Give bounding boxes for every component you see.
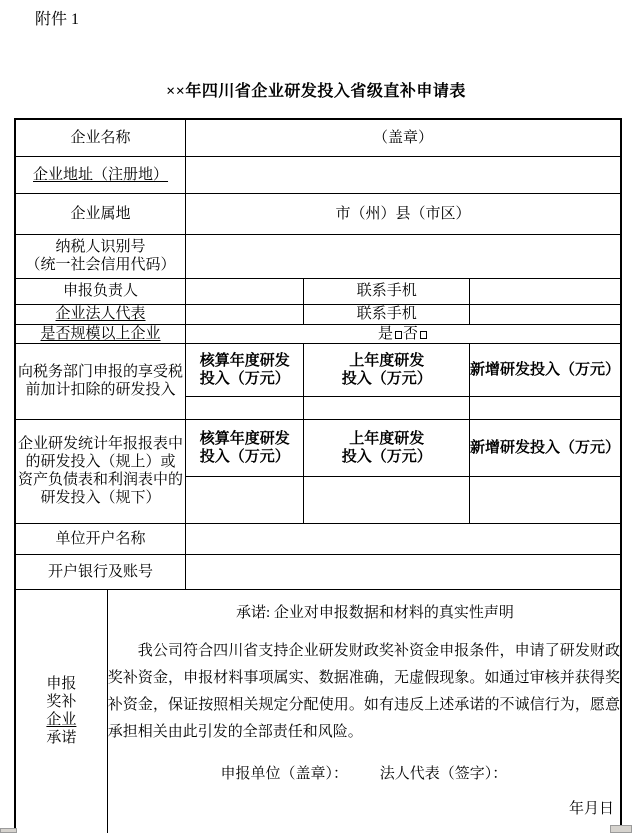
scrollbar-fragment-left[interactable] — [0, 828, 17, 833]
tax-rd-last-year-header-line1: 上年度研发 — [349, 352, 425, 369]
declare-contact-input-cell[interactable] — [186, 278, 304, 304]
stat-rd-last-year-header — [304, 419, 470, 476]
scale-yes-checkbox[interactable] — [395, 331, 402, 339]
taxpayer-id-label — [15, 234, 186, 278]
company-name-input-cell[interactable] — [186, 119, 621, 156]
row-account-name — [15, 523, 621, 554]
promise-sign-line — [108, 763, 620, 785]
row-declare-contact — [15, 278, 621, 304]
bank-account-input-cell[interactable] — [186, 554, 621, 589]
unit-seal-sign-label[interactable]: 申报单位（盖章）： — [220, 766, 349, 783]
tax-rd-last-year-input-cell[interactable] — [304, 396, 470, 419]
taxpayer-id-label-line1: 纳税人识别号 — [55, 239, 146, 255]
company-name-label: 企业名称 — [15, 119, 186, 156]
application-form-table — [14, 118, 622, 833]
declare-contact-phone-label: 联系手机 — [304, 278, 470, 304]
stat-rd-label-line2: 的研发投入（规上）或 — [25, 454, 176, 470]
row-scale-question — [15, 324, 621, 343]
row-tax-rd-header — [15, 343, 621, 396]
company-address-label — [15, 156, 186, 193]
scale-yes-label: 是 — [378, 325, 394, 342]
scale-no-label: 否 — [403, 325, 419, 342]
row-company-name — [15, 119, 621, 156]
seal-hint: （盖章） — [373, 129, 434, 146]
attachment-label: 附件 1 — [35, 11, 80, 28]
taxpayer-id-input-cell[interactable] — [186, 234, 621, 278]
tax-rd-last-year-header — [304, 343, 470, 396]
stat-rd-label-line3: 资产负债表和利润表中的 — [18, 472, 184, 488]
company-location-label: 企业属地 — [15, 193, 186, 234]
promise-label-line1: 申报 — [46, 676, 77, 693]
stat-rd-current-year-header-line1: 核算年度研发 — [199, 430, 290, 447]
legal-rep-label — [15, 304, 186, 324]
stat-rd-label-line4: 研发投入（规下） — [40, 490, 161, 506]
row-company-address — [15, 156, 621, 193]
tax-rd-label-line2: 前加计扣除的研发投入 — [25, 382, 176, 398]
scale-question-label — [15, 324, 186, 343]
declare-contact-label: 申报负责人 — [15, 278, 186, 304]
row-bank-account — [15, 554, 621, 589]
promise-content-cell — [107, 589, 621, 833]
scale-question-answer-cell — [186, 324, 621, 343]
tax-rd-last-year-header-line2: 投入（万元） — [341, 370, 432, 387]
legal-rep-input-cell[interactable] — [186, 304, 304, 324]
stat-rd-label — [15, 419, 186, 523]
promise-label-line3: 企业 — [46, 712, 77, 729]
promise-heading: 承诺: 企业对申报数据和材料的真实性声明 — [235, 605, 514, 622]
stat-rd-current-year-input-cell[interactable] — [186, 476, 304, 523]
row-taxpayer-id — [15, 234, 621, 278]
row-legal-rep — [15, 304, 621, 324]
promise-label — [15, 589, 107, 833]
legal-rep-sign-label[interactable]: 法人代表（签字）： — [379, 766, 508, 783]
scale-question-label-text: 是否规模以上企业 — [40, 325, 161, 342]
tax-rd-new-increase-input-cell[interactable] — [469, 396, 621, 419]
legal-rep-phone-input-cell[interactable] — [469, 304, 621, 324]
row-stat-rd-header — [15, 419, 621, 476]
legal-rep-label-text: 企业法人代表 — [55, 306, 146, 322]
page-title: ××年四川省企业研发投入省级直补申请表 — [166, 83, 466, 100]
stat-rd-new-increase-header: 新增研发投入（万元） — [469, 419, 621, 476]
company-address-label-text: 企业地址（注册地） — [33, 166, 169, 183]
taxpayer-id-label-line2: （统一社会信用代码） — [25, 257, 176, 273]
row-company-location — [15, 193, 621, 234]
bank-account-label: 开户银行及账号 — [15, 554, 186, 589]
stat-rd-label-line1: 企业研发统计年报报表中 — [18, 436, 184, 452]
company-address-input-cell[interactable] — [186, 156, 621, 193]
promise-label-line2: 奖补 — [46, 694, 77, 711]
legal-rep-phone-label: 联系手机 — [304, 304, 470, 324]
tax-rd-current-year-header-line1: 核算年度研发 — [199, 352, 290, 369]
promise-body-text: 我公司符合四川省支持企业研发财政奖补资金申报条件，申请了研发财政奖补资金，申报材料事项属实、数据准确，无虚假现象。如通过审核并获得奖补资金，保证按照相关规定分配使用。如有违反上述承诺的不诚信行为，愿意承担相关由此引发的全部责任和风险。 — [107, 643, 620, 741]
stat-rd-last-year-header-line1: 上年度研发 — [349, 430, 425, 447]
stat-rd-current-year-header — [186, 419, 304, 476]
scale-no-checkbox[interactable] — [420, 331, 427, 339]
company-location-input-cell[interactable]: 市（州）县（市区） — [186, 193, 621, 234]
stat-rd-new-increase-input-cell[interactable] — [469, 476, 621, 523]
tax-rd-current-year-header-line2: 投入（万元） — [199, 370, 290, 387]
row-promise — [15, 589, 621, 833]
promise-label-line4: 承诺 — [46, 730, 77, 747]
tax-rd-current-year-input-cell[interactable] — [186, 396, 304, 419]
scrollbar-fragment-right[interactable] — [610, 825, 632, 833]
stat-rd-current-year-header-line2: 投入（万元） — [199, 448, 290, 465]
tax-rd-label — [15, 343, 186, 419]
tax-rd-current-year-header — [186, 343, 304, 396]
promise-date-label: 年月日 — [568, 801, 614, 818]
tax-rd-label-line1: 向税务部门申报的享受税 — [18, 364, 184, 380]
stat-rd-last-year-header-line2: 投入（万元） — [341, 448, 432, 465]
declare-contact-phone-input-cell[interactable] — [469, 278, 621, 304]
account-name-input-cell[interactable] — [186, 523, 621, 554]
stat-rd-last-year-input-cell[interactable] — [304, 476, 470, 523]
tax-rd-new-increase-header: 新增研发投入（万元） — [469, 343, 621, 396]
account-name-label: 单位开户名称 — [15, 523, 186, 554]
